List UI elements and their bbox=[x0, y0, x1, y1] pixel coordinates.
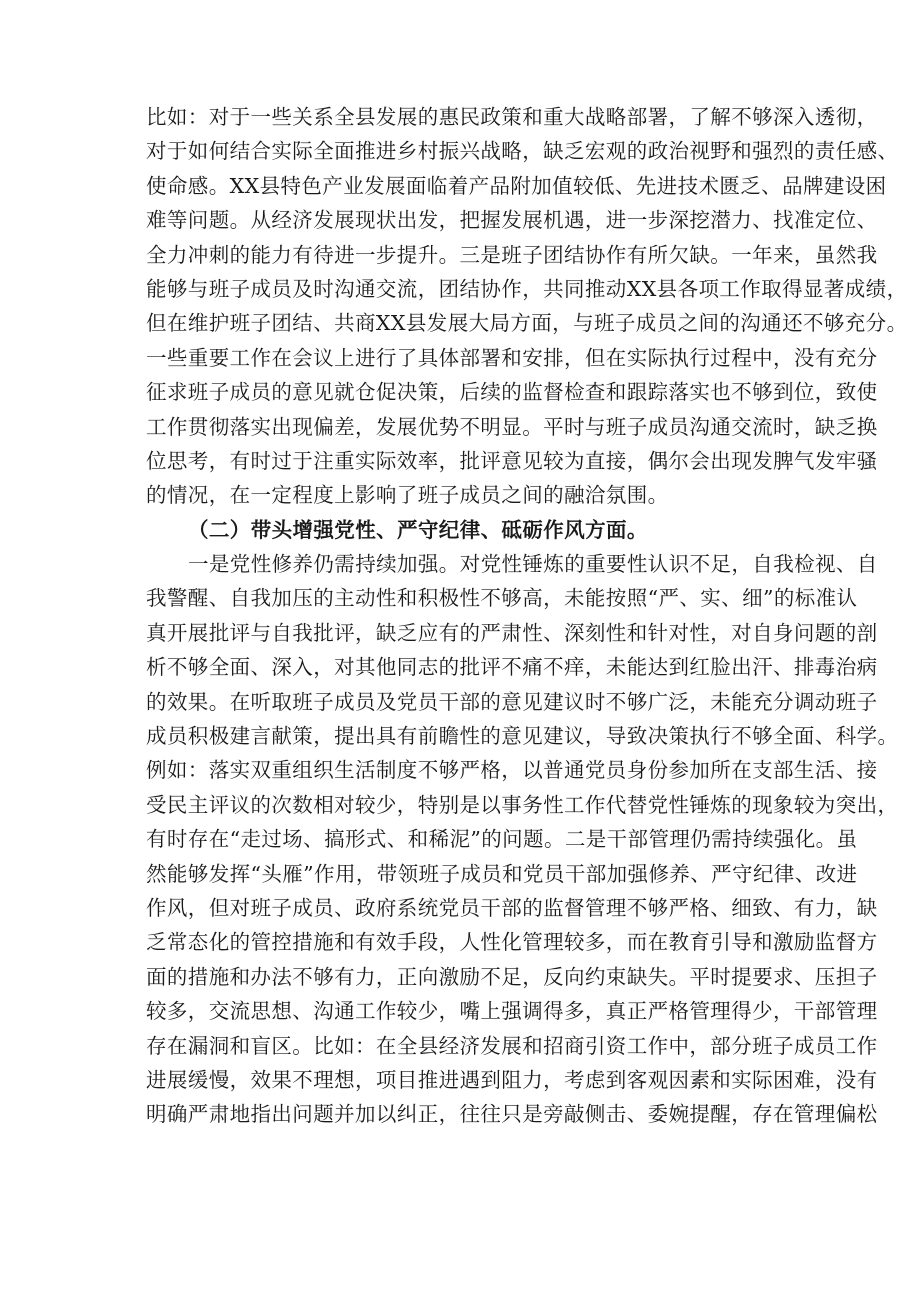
text-line: 位思考，有时过于注重实际效率，批评意见较为直接，偶尔会出现发脾气发牢骚 bbox=[146, 448, 878, 473]
text-line: 但在维护班子团结、共商XX县发展大局方面，与班子成员之间的沟通还不够充分。 bbox=[146, 311, 908, 336]
text-line: 较多，交流思想、沟通工作较少，嘴上强调得多，真正严格管理得少，干部管理 bbox=[146, 999, 878, 1024]
text-line: 真开展批评与自我批评，缺乏应有的严肃性、深刻性和针对性，对自身问题的剖 bbox=[146, 620, 878, 645]
text-line: 有时存在“走过场、搞形式、和稀泥”的问题。二是干部管理仍需持续强化。虽 bbox=[146, 827, 858, 852]
text-line: 征求班子成员的意见就仓促决策，后续的监督检查和跟踪落实也不够到位，致使 bbox=[146, 380, 878, 405]
document-body bbox=[146, 100, 908, 1132]
text-line: 乏常态化的管控措施和有效手段，人性化管理较多，而在教育引导和激励监督方 bbox=[146, 930, 878, 955]
text-line: 面的措施和办法不够有力，正向激励不足，反向约束缺失。平时提要求、压担子 bbox=[146, 964, 878, 989]
text-line: 进展缓慢，效果不理想，项目推进遇到阻力，考虑到客观因素和实际困难，没有 bbox=[146, 1067, 878, 1092]
text-line: 我警醒、自我加压的主动性和积极性不够高，未能按照“严、实、细”的标准认 bbox=[146, 586, 858, 611]
text-line: 例如：落实双重组织生活制度不够严格，以普通党员身份参加所在支部生活、接 bbox=[146, 758, 878, 783]
text-line: 的情况，在一定程度上影响了班子成员之间的融洽氛围。 bbox=[146, 483, 669, 508]
text-line: 比如：对于一些关系全县发展的惠民政策和重大战略部署，了解不够深入透彻， bbox=[146, 105, 878, 129]
text-line: 一是党性修养仍需持续加强。对党性锤炼的重要性认识不足，自我检视、自 bbox=[188, 552, 878, 577]
text-line: 能够与班子成员及时沟通交流，团结协作，共同推动XX县各项工作取得显著成绩， bbox=[146, 276, 908, 301]
paragraph-2 bbox=[146, 547, 899, 1132]
text-line: 使命感。XX县特色产业发展面临着产品附加值较低、先进技术匮乏、品牌建设困 bbox=[146, 173, 887, 198]
text-line: 工作贯彻落实出现偏差，发展优势不明显。平时与班子成员沟通交流时，缺乏换 bbox=[146, 414, 878, 439]
text-line: 受民主评议的次数相对较少，特别是以事务性工作代替党性锤炼的现象较为突出， bbox=[146, 792, 899, 817]
text-line: 的效果。在听取班子成员及党员干部的意见建议时不够广泛，未能充分调动班子 bbox=[146, 689, 878, 714]
text-line: 一些重要工作在会议上进行了具体部署和安排，但在实际执行过程中，没有充分 bbox=[146, 345, 878, 370]
text-line: 存在漏洞和盲区。比如：在全县经济发展和招商引资工作中，部分班子成员工作 bbox=[146, 1033, 878, 1058]
section-heading: （二）带头增强党性、严守纪律、砥砺作风方面。 bbox=[188, 517, 648, 542]
text-line: 作风，但对班子成员、政府系统党员干部的监督管理不够严格、细致、有力，缺 bbox=[146, 895, 878, 920]
text-line: 对于如何结合实际全面推进乡村振兴战略，缺乏宏观的政治视野和强烈的责任感、 bbox=[146, 139, 899, 164]
text-line: 难等问题。从经济发展现状出发，把握发展机遇，进一步深挖潜力、找准定位、 bbox=[146, 208, 878, 233]
paragraph-1 bbox=[146, 100, 908, 513]
text-line: 成员积极建言献策，提出具有前瞻性的意见建议，导致决策执行不够全面、科学。 bbox=[146, 724, 899, 749]
text-line: 然能够发挥“头雁”作用，带领班子成员和党员干部加强修养、严守纪律、改进 bbox=[146, 861, 858, 886]
text-line: 明确严肃地指出问题并加以纠正，往往只是旁敲侧击、委婉提醒，存在管理偏松 bbox=[146, 1102, 878, 1127]
text-line: 析不够全面、深入，对其他同志的批评不痛不痒，未能达到红脸出汗、排毒治病 bbox=[146, 655, 878, 680]
text-line: 全力冲刺的能力有待进一步提升。三是班子团结协作有所欠缺。一年来，虽然我 bbox=[146, 242, 878, 267]
